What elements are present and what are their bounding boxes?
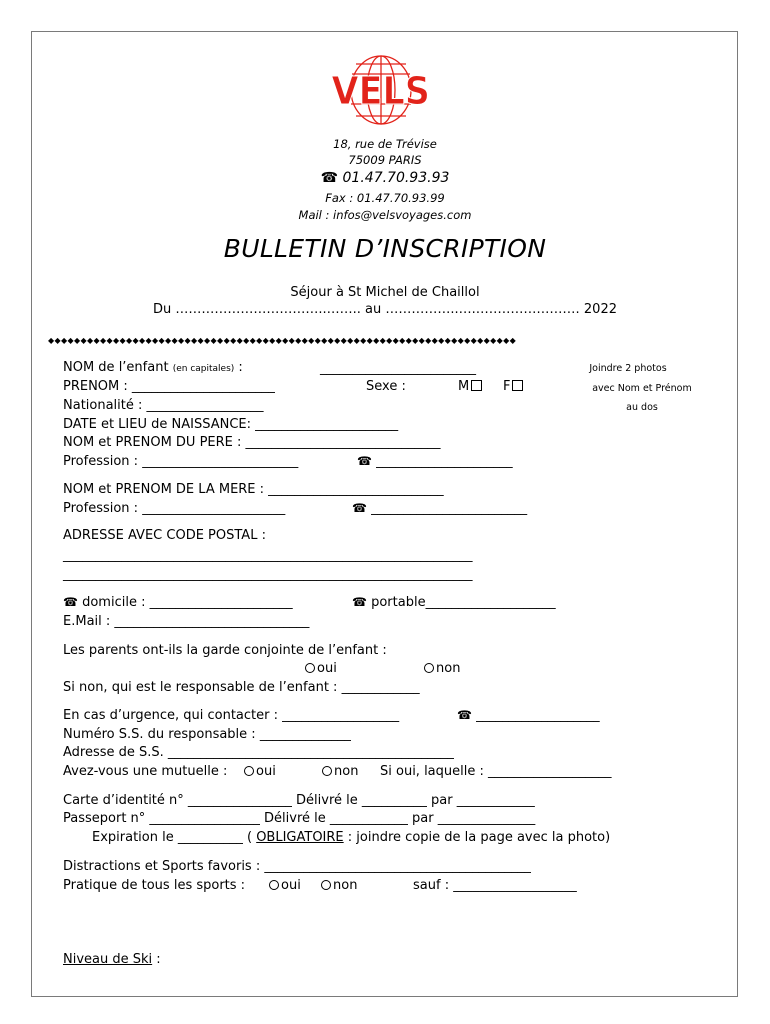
radio-icon[interactable] (269, 880, 279, 890)
mere-field[interactable]: NOM et PRENOM DE LA MERE : ___________________________ (63, 482, 444, 497)
telephone-icon: ☎ (357, 454, 372, 468)
radio-icon[interactable] (424, 663, 434, 673)
telephone-icon: ☎ (457, 708, 472, 722)
ss-address-field[interactable]: Adresse de S.S. ____________________________________________ (63, 745, 454, 760)
telephone-pere-field[interactable]: ☎ _____________________ (357, 454, 513, 469)
child-name-colon: : (238, 360, 243, 375)
sports-non-option[interactable]: non (321, 878, 357, 893)
adresse-line-1[interactable]: _______________________________________________________________ (63, 548, 473, 563)
telephone-icon: ☎ (320, 170, 339, 186)
logo-text: VELS (331, 68, 430, 114)
sexe-f-option[interactable] (503, 379, 523, 394)
sexe-m-option[interactable] (458, 379, 482, 394)
radio-icon[interactable] (244, 766, 254, 776)
address-city: 75009 PARIS (348, 153, 422, 167)
photo-note-3: au dos (626, 402, 658, 413)
address-street: 18, rue de Trévise (333, 137, 437, 151)
ski-level-row (63, 952, 161, 967)
passeport-field[interactable]: Passeport n° _________________ Délivré le ____________ par _______________ (63, 811, 536, 826)
fax-line: Fax : 01.47.70.93.99 (325, 191, 445, 205)
nationalite-field[interactable]: Nationalité : __________________ (63, 398, 264, 413)
garde-oui-option[interactable]: oui (305, 661, 337, 676)
mail-line: Mail : infos@velsvoyages.com (298, 208, 472, 222)
radio-icon[interactable] (321, 880, 331, 890)
child-name-field[interactable]: ________________________ (320, 361, 476, 376)
email-field[interactable]: E.Mail : ______________________________ (63, 614, 310, 629)
profession-mere-field[interactable]: Profession : ______________________ (63, 501, 286, 516)
pratique-label: Pratique de tous les sports : (63, 878, 246, 893)
naissance-field[interactable]: DATE et LIEU de NAISSANCE: ______________________ (63, 417, 399, 432)
ski-level-label: Niveau de Ski (63, 952, 153, 967)
expiration-field[interactable]: Expiration le __________ ( OBLIGATOIRE : joindre copie de la page avec la photo) (92, 830, 611, 845)
obligatoire-label: OBLIGATOIRE (256, 830, 344, 845)
sejour-line: Séjour à St Michel de Chaillol (290, 285, 480, 300)
garde-non-option[interactable]: non (424, 661, 460, 676)
checkbox-icon[interactable] (471, 380, 482, 391)
mutuelle-oui-option[interactable]: oui (244, 764, 276, 779)
distractions-field[interactable]: Distractions et Sports favoris : _________________________________________ (63, 859, 531, 874)
child-name-row (63, 360, 243, 375)
vels-logo (320, 52, 442, 132)
urgence-telephone-field[interactable]: ☎ ___________________ (457, 708, 600, 723)
child-name-label: NOM de l’enfant (63, 360, 169, 375)
photo-note-1: Joindre 2 photos (589, 363, 667, 374)
domicile-field[interactable]: ☎ domicile : ______________________ (63, 595, 293, 610)
telephone-icon: ☎ (352, 501, 367, 515)
radio-icon[interactable] (322, 766, 332, 776)
globe-logo-icon (320, 52, 442, 132)
mutuelle-name-field[interactable]: Si oui, laquelle : ___________________ (380, 764, 612, 779)
urgence-field[interactable]: En cas d’urgence, qui contacter : __________________ (63, 708, 400, 723)
separator: ◆◆◆◆◆◆◆◆◆◆◆◆◆◆◆◆◆◆◆◆◆◆◆◆◆◆◆◆◆◆◆◆◆◆◆◆◆◆◆◆◆◆◆◆◆◆◆◆◆◆◆◆◆◆◆◆◆◆◆◆◆◆◆◆◆◆◆◆◆◆◆◆ (48, 336, 517, 345)
photo-note-2: avec Nom et Prénom (592, 383, 692, 394)
mutuelle-label: Avez-vous une mutuelle : (63, 764, 228, 779)
sexe-label: Sexe : (366, 379, 406, 394)
telephone-icon: ☎ (63, 595, 78, 609)
phone-number: 01.47.70.93.93 (342, 170, 450, 186)
dates-line: Du ……………………………..…….. au ……………..….…………………… 2022 (153, 302, 617, 317)
prenom-field[interactable]: PRENOM : ______________________ (63, 379, 275, 394)
adresse-line-2[interactable]: _______________________________________________________________ (63, 567, 473, 582)
sexe-m-label: M (458, 379, 470, 394)
garde-question: Les parents ont-ils la garde conjointe de l’enfant : (63, 643, 387, 658)
adresse-label: ADRESSE AVEC CODE POSTAL : (63, 528, 266, 543)
page-title: BULLETIN D’INSCRIPTION (223, 234, 547, 263)
responsable-field[interactable]: Si non, qui est le responsable de l’enfant : ____________ (63, 680, 420, 695)
checkbox-icon[interactable] (512, 380, 523, 391)
pere-field[interactable]: NOM et PRENOM DU PERE : ______________________________ (63, 435, 441, 450)
radio-icon[interactable] (305, 663, 315, 673)
sexe-f-label: F (503, 379, 511, 394)
phone-line (0, 170, 770, 186)
portable-field[interactable]: ☎ portable____________________ (352, 595, 556, 610)
profession-pere-field[interactable]: Profession : ________________________ (63, 454, 299, 469)
telephone-mere-field[interactable]: ☎ ________________________ (352, 501, 528, 516)
ss-number-field[interactable]: Numéro S.S. du responsable : ______________ (63, 727, 351, 742)
sauf-field[interactable]: sauf : ___________________ (413, 878, 577, 893)
cni-field[interactable]: Carte d’identité n° ________________ Délivré le __________ par ____________ (63, 793, 535, 808)
child-name-hint: (en capitales) (172, 364, 235, 374)
mutuelle-non-option[interactable]: non (322, 764, 358, 779)
sports-oui-option[interactable]: oui (269, 878, 301, 893)
telephone-icon: ☎ (352, 595, 367, 609)
ski-level-colon: : (156, 952, 161, 967)
